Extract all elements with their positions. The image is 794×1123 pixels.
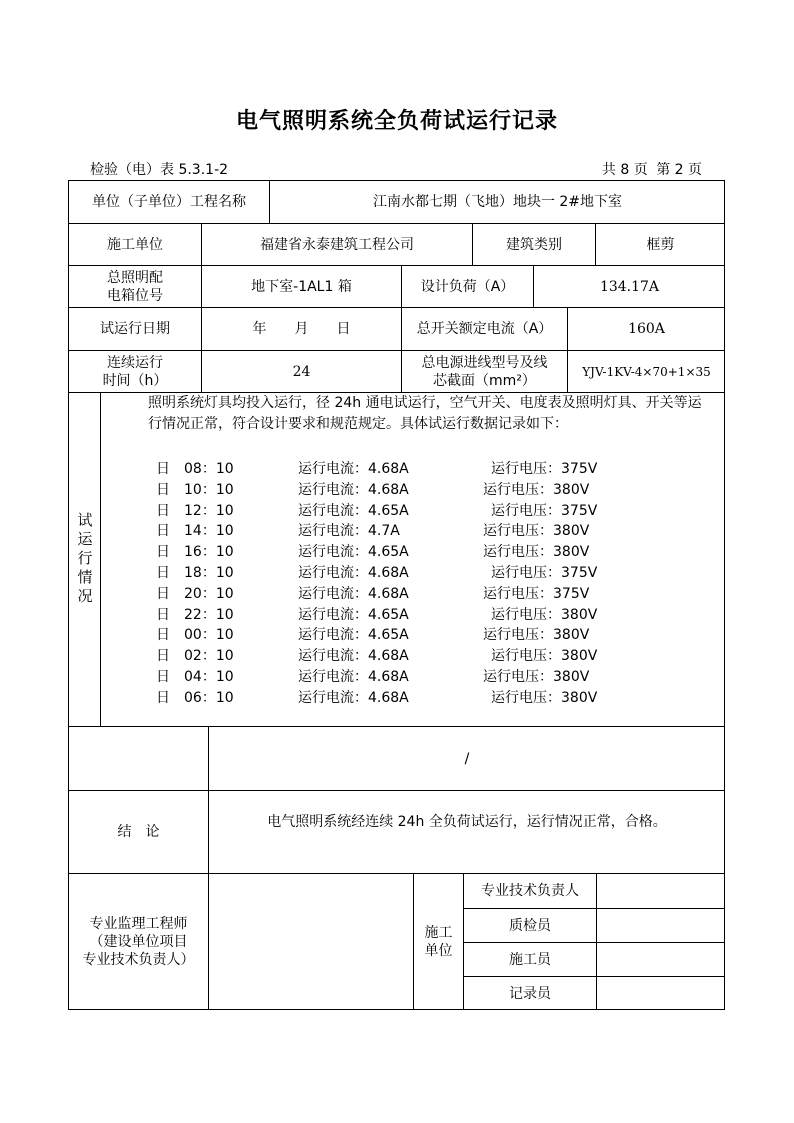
supervisor-signature: [209, 874, 414, 1010]
blank-label-cell: [69, 727, 209, 791]
conclusion-label: 结 论: [69, 791, 209, 874]
record-row: [156, 479, 716, 500]
record-current: 运行电流：4.65A: [298, 544, 409, 561]
design-load-value: 134.17A: [534, 266, 725, 308]
record-time: 日 06：10: [156, 689, 234, 706]
signature-builder: [597, 943, 725, 977]
record-current: 运行电流：4.68A: [298, 564, 409, 581]
building-type-label: 建筑类别: [473, 224, 596, 266]
page-title: 电气照明系统全负荷试运行记录: [235, 109, 558, 134]
record-voltage: 运行电压：380V: [483, 481, 590, 498]
record-voltage: 运行电压：375V: [483, 585, 590, 602]
duration-label: [69, 351, 202, 393]
page-current: 第 2 页: [656, 162, 702, 178]
record-row: [156, 562, 716, 583]
record-current: 运行电流：4.68A: [298, 648, 409, 665]
project-value: 江南水都七期（飞地）地块一 2#地下室: [270, 181, 725, 224]
building-type-value: 框剪: [596, 224, 725, 266]
contractor-unit-line2: 单位: [424, 943, 453, 959]
supervisor-label: [69, 874, 209, 1010]
trial-label-cell: [69, 393, 101, 727]
record-time: 日 08：10: [156, 461, 234, 477]
signature-tech-lead: [597, 874, 725, 909]
duration-label-line1: 连续运行: [107, 354, 163, 371]
breaker-value: 160A: [568, 308, 725, 351]
record-current: 运行电流：4.7A: [298, 523, 400, 540]
role-builder: 施工员: [464, 943, 597, 977]
blank-value: /: [209, 727, 725, 791]
record-voltage: 运行电压：380V: [491, 606, 598, 623]
record-current: 运行电流：4.65A: [298, 502, 409, 519]
supervisor-line2: （建设单位项目: [89, 934, 188, 950]
record-time: 日 12：10: [156, 502, 234, 519]
record-time: 日 00：10: [156, 627, 234, 644]
cable-label: [402, 351, 568, 393]
supervisor-line3: 专业技术负责人）: [82, 952, 195, 968]
contractor-unit-line1: 施工: [424, 925, 453, 941]
box-label-line2: 电箱位号: [107, 287, 163, 304]
design-load-label: 设计负荷（A）: [402, 266, 534, 308]
duration-label-line2: 时间（h）: [102, 372, 168, 389]
box-value: 地下室-1AL1 箱: [202, 266, 402, 308]
conclusion-value: 电气照明系统经连续 24h 全负荷试运行，运行情况正常，合格。: [209, 791, 725, 874]
cable-label-line2: 芯截面（mm²）: [433, 372, 536, 389]
date-label: 试运行日期: [69, 308, 202, 351]
contractor-label: 施工单位: [69, 224, 202, 266]
record-time: 日 04：10: [156, 668, 234, 685]
record-time: 日 20：10: [156, 585, 234, 602]
trial-description: 照明系统灯具均投入运行，径 24h 通电试运行，空气开关、电度表及照明灯具、开关等运行情况正常，符合设计要求和规范规定。具体试运行数据记录如下：: [148, 395, 702, 432]
role-inspector: 质检员: [464, 909, 597, 943]
signature-recorder: [597, 977, 725, 1010]
record-row: [156, 666, 716, 687]
record-row: [156, 520, 716, 541]
record-current: 运行电流：4.68A: [298, 481, 409, 498]
record-current: 运行电流：4.65A: [298, 627, 409, 644]
record-row: [156, 500, 716, 521]
contractor-unit-label: [414, 874, 464, 1010]
record-voltage: 运行电压：380V: [483, 523, 590, 540]
record-time: 日 16：10: [156, 544, 234, 561]
record-current: 运行电流：4.65A: [298, 606, 409, 623]
record-row: [156, 604, 716, 625]
contractor-value: 福建省永泰建筑工程公司: [202, 224, 473, 266]
role-recorder: 记录员: [464, 977, 597, 1010]
trial-label: 试运行情况: [75, 512, 94, 607]
record-time: 日 22：10: [156, 606, 234, 623]
date-value: 年 月 日: [202, 308, 402, 351]
supervisor-line1: 专业监理工程师: [89, 916, 188, 932]
signature-inspector: [597, 909, 725, 943]
box-label-line1: 总照明配: [107, 269, 163, 286]
record-voltage: 运行电压：380V: [483, 544, 590, 561]
record-current: 运行电流：4.68A: [298, 668, 409, 685]
record-voltage: 运行电压：380V: [483, 627, 590, 644]
form-code: 检验（电）表 5.3.1-2: [90, 162, 229, 178]
pages-total: 共 8 页: [601, 162, 648, 178]
breaker-label: 总开关额定电流（A）: [402, 308, 568, 351]
record-voltage: 运行电压：375V: [491, 461, 598, 477]
record-time: 日 10：10: [156, 481, 234, 498]
record-time: 日 02：10: [156, 648, 234, 665]
record-time: 日 14：10: [156, 523, 234, 540]
record-row: [156, 541, 716, 562]
trial-records: [156, 458, 716, 708]
cable-label-line1: 总电源进线型号及线: [421, 354, 548, 371]
record-voltage: 运行电压：375V: [491, 564, 598, 581]
record-row: [156, 645, 716, 666]
record-voltage: 运行电压：380V: [483, 668, 590, 685]
record-current: 运行电流：4.68A: [298, 585, 409, 602]
role-tech-lead: 专业技术负责人: [464, 874, 597, 909]
page-number: [598, 159, 702, 179]
record-voltage: 运行电压：380V: [491, 648, 598, 665]
record-row: [156, 687, 716, 708]
record-voltage: 运行电压：380V: [491, 689, 598, 706]
project-label: 单位（子单位）工程名称: [69, 181, 270, 224]
record-current: 运行电流：4.68A: [298, 689, 409, 706]
box-label: [69, 266, 202, 308]
record-voltage: 运行电压：375V: [491, 502, 598, 519]
duration-value: 24: [202, 351, 402, 393]
record-time: 日 18：10: [156, 564, 234, 581]
cable-value: YJV-1KV-4×70+1×35: [568, 351, 725, 393]
record-row: [156, 624, 716, 645]
record-row: [156, 583, 716, 604]
record-current: 运行电流：4.68A: [298, 461, 409, 477]
record-row: [156, 458, 716, 479]
